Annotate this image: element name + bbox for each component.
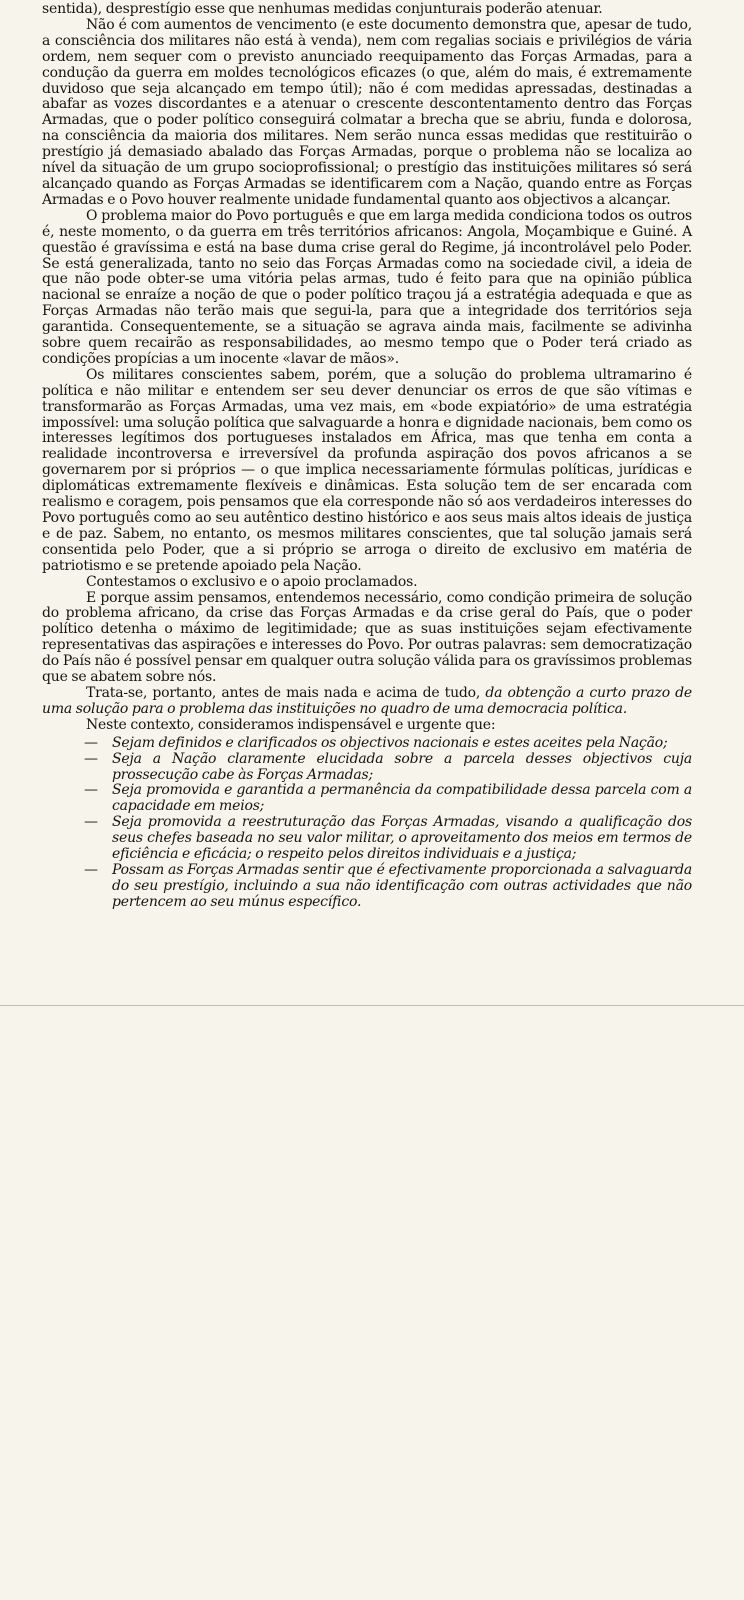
list-item-text: Possam as Forças Armadas sentir que é efectivamente proporcionada a salvaguarda do seu prestígio, incluindo a sua não identificação com outras actividades que não pertencem ao seu múnus específico.	[112, 861, 692, 910]
list-item-text: Seja promovida e garantida a permanência da compatibilidade dessa parcela com a capacidade em meios;	[112, 782, 692, 815]
paragraph-conscious-military: Os militares conscientes sabem, porém, que a solução do problema ultramarino é política e não militar e entendem ser seu dever denunciar os erros de que são vítimas e transformarão as Forças Armadas, uma vez mais, em «bode expiatório» de uma estratégia impossível: uma solução política que salvaguarde a honra e dignidade nacionais, bem como os interesses legítimos dos portugueses instalados em África, mas que tenha em conta a realidade incontroversa e irreversível da profunda aspiração dos povos africanos a se governarem por si próprios — o que implica necessariamente fórmulas políticas, jurídicas e diplomáticas extremamente flexíveis e dinâmicas. Esta solução tem de ser encarada com realismo e coragem, pois pensamos que ela corresponde não só aos verdadeiros interesses do Povo português como ao seu autêntico destino histórico e aos seus mais altos ideais de justiça e de paz. Sabem, no entanto, os mesmos militares conscientes, que tal solução jamais será consentida pelo Poder, que a si próprio se arroga o direito de exclusivo em matéria de patriotismo e se pretende apoiado pela Nação.	[42, 366, 692, 574]
list-item-text: Seja a Nação claramente elucidada sobre a parcela desses objectivos cuja prossecução cabe às Forças Armadas;	[112, 750, 692, 783]
paragraph-contest: Contestamos o exclusivo e o apoio proclamados.	[86, 573, 418, 590]
paragraph-democratization: E porque assim pensamos, entendemos necessário, como condição primeira de solução do problema africano, da crise das Forças Armadas e da crise geral do País, que o poder político detenha o máximo de legitimidade; que as suas instituições sejam efectivamente representativas das aspirações e interesses do Povo. Por outras palavras: sem democratização do País não é possível pensar em qualquer outra solução válida para os gravíssimos problemas que se abatem sobre nós.	[42, 589, 692, 686]
paragraph-continuation: sentida), desprestígio esse que nenhumas medidas conjunturais poderão atenuar.	[42, 1, 603, 17]
list-item	[84, 861, 692, 911]
list-dash: —	[84, 861, 98, 878]
list-item-text: Seja promovida a reestruturação das Forças Armadas, visando a qualificação dos seus chefes baseada no seu valor militar, o aproveitamento dos meios em termos de eficiência e eficácia; o respeito pelos direitos individuais e a justiça;	[112, 814, 692, 863]
list-dash: —	[84, 782, 98, 799]
emphasis-lead: Trata-se, portanto, antes de mais nada e acima de tudo,	[86, 684, 486, 701]
paragraph-salaries: Não é com aumentos de vencimento (e este documento demonstra que, apesar de tudo, a consciência dos militares não está à venda), nem com regalias sociais e privilégios de vária ordem, nem sequer com o previsto anunciado reequipamento das Forças Armadas, para a condução da guerra em moldes tecnológicos eficazes (o que, além do mais, é extremamente duvidoso que seja alcançado em tempo útil); não é com medidas apressadas, destinadas a abafar as vozes discordantes e a atenuar o crescente descontentamento dentro das Forças Armadas, que o poder político conseguirá colmatar a brecha que se abriu, funda e dolorosa, na consciência da maioria dos militares. Nem serão nunca essas medidas que restituirão o prestígio já demasiado abalado das Forças Armadas, porque o problema não se localiza ao nível da situação de um grupo socioprofissional; o prestígio das instituições militares só será alcançado quando as Forças Armadas se identificarem com a Nação, quando entre as Forças Armadas e o Povo houver realmente unidade fundamental quanto aos objectivos a alcançar.	[42, 16, 692, 208]
paragraph-emphasis	[42, 686, 692, 718]
list-item	[84, 750, 692, 784]
list-intro: Neste contexto, consideramos indispensável e urgente que:	[86, 716, 496, 733]
emphasis-italic: da obtenção a curto prazo de uma solução para o problema das instituições no quadro de uma democracia política.	[42, 684, 692, 717]
list-dash: —	[84, 814, 98, 831]
list-dash: —	[84, 750, 98, 767]
paragraph-african-war: O problema maior do Povo português e que em larga medida condiciona todos os outros é, neste momento, o da guerra em três territórios africanos: Angola, Moçambique e Guiné. A questão é gravíssima e está na base duma crise geral do Regime, já incontrolável pelo Poder. Se está generalizada, tanto no seio das Forças Armadas como na sociedade civil, a ideia de que não pode obter-se uma vitória pelas armas, tudo é feito para que na opinião pública nacional se enraíze a noção de que o poder político traçou já a estratégia adequada e que as Forças Armadas não terão mais que segui-la, para que a integridade dos territórios seja garantida. Consequentemente, se a situação se agrava ainda mais, facilmente se adivinha sobre quem recairão as responsabilidades, ao mesmo tempo que o Poder terá criado as condições propícias a um inocente «lavar de mãos».	[42, 207, 692, 367]
list-item	[84, 814, 692, 863]
demands-list	[42, 736, 692, 911]
list-item-text: Sejam definidos e clarificados os objectivos nacionais e estes aceites pela Nação;	[112, 734, 668, 751]
list-item	[84, 782, 692, 815]
list-dash: —	[84, 734, 98, 751]
list-item	[84, 734, 692, 752]
paper-fold-line	[0, 1005, 744, 1006]
